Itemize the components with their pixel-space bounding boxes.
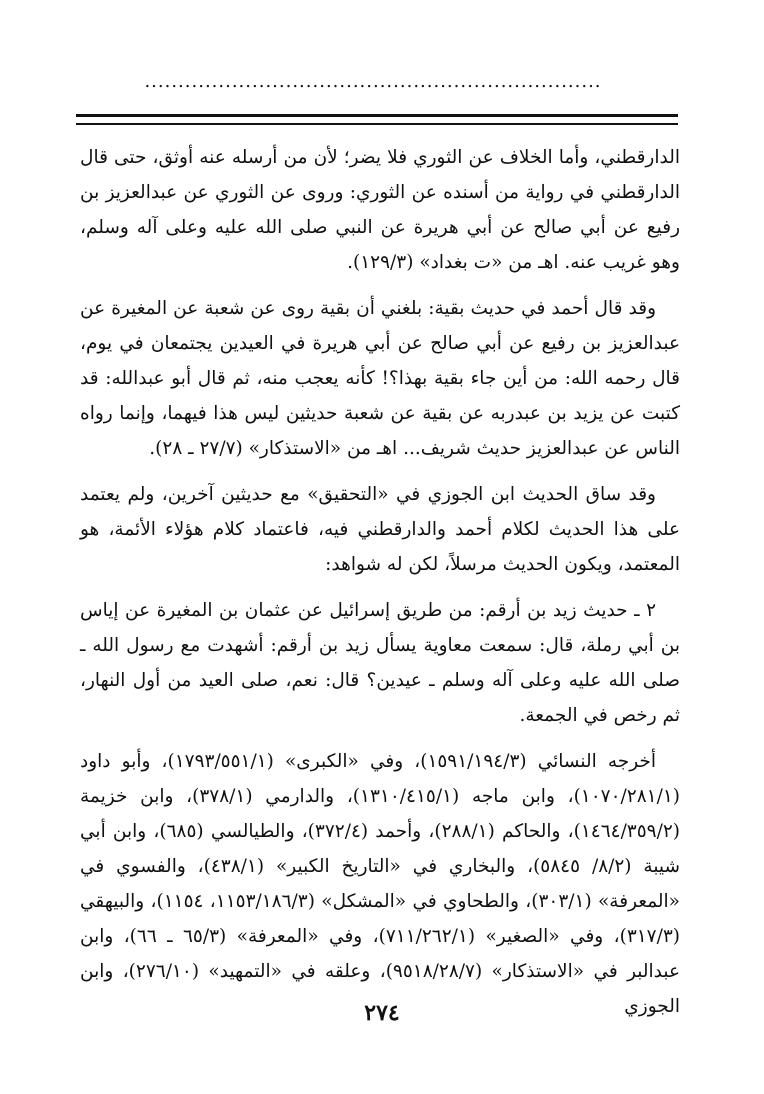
paragraph-4: ٢ ـ حديث زيد بن أرقم: من طريق إسرائيل عن عثمان بن المغيرة عن إياس بن أبي رملة، قال: سمعت معاوية يسأل زيد بن أرقم: أشهدت مع رسول الله ـ صلى الله عليه وعلى آله وسلم ـ عيدين؟ قال: نعم، صلى العيد من أول النهار، ثم رخص في الجمعة. [80,600,680,726]
header-dotted-line: .................................................................... [144,71,602,92]
paragraph-1: الدارقطني، وأما الخلاف عن الثوري فلا يضر؛ لأن من أرسله عنه أوثق، حتى قال الدارقطني في رواية من أسنده عن الثوري: وروى عن الثوري عن عبدالعزيز بن رفيع عن أبي صالح عن أبي هريرة عن النبي صلى الله عليه وعلى آله وسلم، وهو غريب عنه. اهـ من «ت بغداد» (١٢٩/٣). [80,147,680,273]
header-rule-thin [76,123,678,125]
page-body [80,140,680,1035]
paragraph-3: وقد ساق الحديث ابن الجوزي في «التحقيق» مع حديثين آخرين، ولم يعتمد على هذا الحديث لكلام أحمد والدارقطني فيه، فاعتماد كلام هؤلاء الأئمة، هو المعتمد، ويكون الحديث مرسلاً، لكن له شواهد: [80,484,680,575]
page-number: ٢٧٤ [364,1000,400,1026]
paragraph-5: أخرجه النسائي (١٥٩١/١٩٤/٣)، وفي «الكبرى» (١٧٩٣/٥٥١/١)، وأبو داود (١٠٧٠/٢٨١/١)، وابن ماجه (١٣١٠/٤١٥/١)، والدارمي (٣٧٨/١)، وابن خزيمة (١٤٦٤/٣٥٩/٢)، والحاكم (٢٨٨/١)، وأحمد (٣٧٢/٤)، والطيالسي (٦٨٥)، وابن أبي شيبة (٨/٢/ ٥٨٤٥)، والبخاري في «التاريخ الكبير» (٤٣٨/١)، والفسوي في «المعرفة» (٣٠٣/١)، والطحاوي في «المشكل» (١١٥٣/١٨٦/٣، ١١٥٤)، والبيهقي (٣١٧/٣)، وفي «الصغير» (٧١١/٢٦٢/١)، وفي «المعرفة» (٦٥/٣ ـ ٦٦)، وابن عبدالبر في «الاستذكار» (٩٥١٨/٢٨/٧)، وعلقه في «التمهيد» (٢٧٦/١٠)، وابن الجوزي [80,751,681,1017]
header-rule-thick [76,114,678,117]
paragraph-2: وقد قال أحمد في حديث بقية: بلغني أن بقية روى عن شعبة عن المغيرة عن عبدالعزيز بن رفيع عن أبي صالح عن أبي هريرة في العيدين يجتمعان في يوم، قال رحمه الله: من أين جاء بقية بهذا؟! كأنه يعجب منه، ثم قال أبو عبدالله: قد كتبت عن يزيد بن عبدربه عن بقية عن شعبة حديثين ليس هذا فيهما، وإنما رواه الناس عن عبدالعزيز حديث شريف... اهـ من «الاستذكار» (٢٧/٧ ـ ٢٨). [80,298,680,459]
